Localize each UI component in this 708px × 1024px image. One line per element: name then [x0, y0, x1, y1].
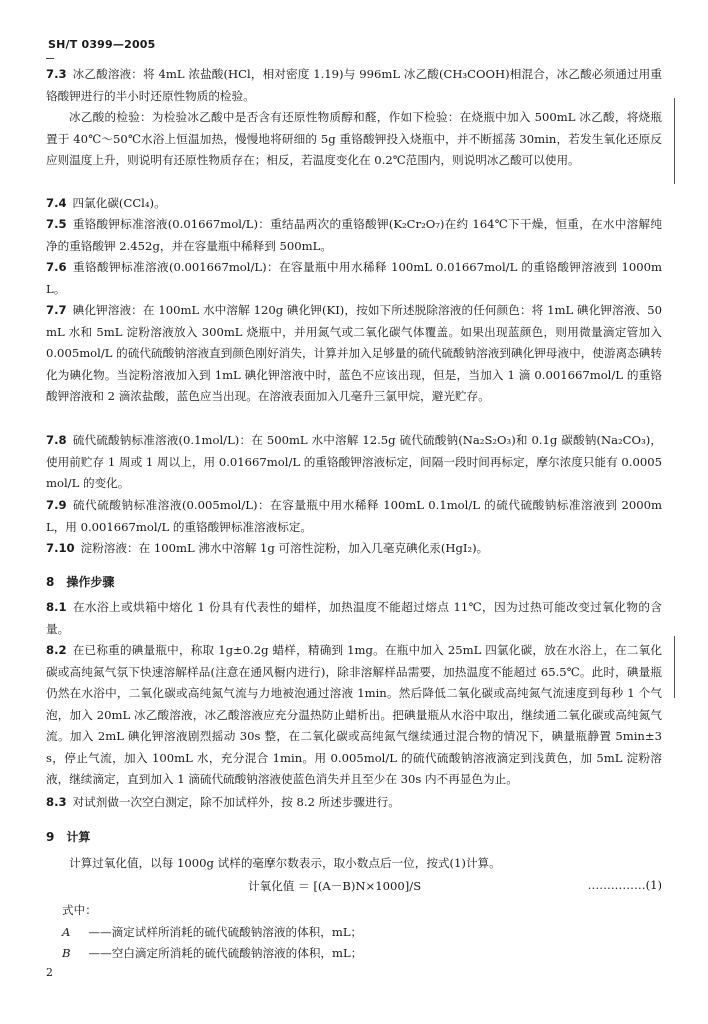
definition-b: [62, 945, 362, 961]
section-7-3-text: 冰乙酸溶液：将 4mL 浓盐酸(HCl，相对密度 1.19)与 996mL 冰乙酸(CH₃COOH)相混合，冰乙酸必须通过用重铬酸钾进行的半小时还原性物质的检验。: [46, 67, 662, 103]
heading-8: [46, 573, 114, 590]
section-8-2-number: 8.2: [46, 643, 67, 657]
where-label: 式中：: [62, 903, 97, 917]
section-7-3-check-paragraph: 冰乙酸的检验：为检验冰乙酸中是否含有还原性物质醇和醛，作如下检验：在烧瓶中加入 500mL 冰乙酸，将烧瓶置于 40℃～50℃水浴上恒温加热，慢慢地将研细的 5g 重铬酸钾投入烧瓶中，并不断摇荡 30min，若发生氧化还原反应则温度上升，则说明有还原性物质存在；相反，若温度变化在 0.2℃范围内，则说明冰乙酸可以使用。: [46, 110, 662, 167]
section-8-3-number: 8.3: [46, 795, 67, 809]
calculation-intro: 计算过氧化值，以每 1000g 试样的毫摩尔数表示，取小数点后一位，按式(1)计算。: [69, 856, 501, 870]
change-bar-top: [674, 98, 675, 184]
equation-number: ……………(1): [587, 878, 662, 892]
page-number: 2: [46, 966, 53, 979]
header-rule: [46, 58, 54, 59]
section-7-7: [46, 300, 662, 408]
heading-9-title: 计算: [66, 830, 91, 844]
definition-b-symbol: B: [62, 946, 71, 960]
section-7-7-text: 碘化钾溶液：在 100mL 水中溶解 120g 碘化钾(KI)，按如下所述脱除溶液的任何颜色：将 1mL 碘化钾溶液、50mL 水和 5mL 淀粉溶液放入 300mL 烧瓶中，并用氮气或二氧化碳气体覆盖。如果出现蓝颜色，则用微量滴定管加入 0.005mol/L 的硫代硫酸钠溶液直到颜色刚好消失，计算并加入足够量的硫代硫酸钠溶液到碘化钾母液中，使游离态碘转化为碘化物。当淀粉溶液加入到 1mL 碘化钾溶液中时，蓝色不应该出现，但是，当加入 1 滴 0.001667mol/L 的重铬酸钾溶液和 2 滴浓盐酸，蓝色应当出现。在溶液表面加入几毫升三氯甲烷，避光贮存。: [46, 303, 662, 403]
section-7-6-number: 7.6: [46, 260, 67, 274]
section-7-5: [46, 214, 662, 257]
peroxide-formula: [248, 878, 662, 894]
section-7-5-text: 重铬酸钾标准溶液(0.01667mol/L)：重结晶两次的重铬酸钾(K₂Cr₂O₇)在约 164℃下干燥，恒重，在水中溶解纯净的重铬酸钾 2.452g，并在容量瓶中稀释到 500mL。: [46, 217, 662, 253]
section-7-4-text: 四氯化碳(CCl₄)。: [72, 196, 166, 210]
section-8-1-text: 在水浴上或烘箱中熔化 1 份具有代表性的蜡样，加热温度不能超过熔点 11℃，因为过热可能改变过氧化物的含量。: [46, 600, 662, 636]
heading-9: [46, 828, 90, 845]
section-7-8-text: 硫代硫酸钠标准溶液(0.1mol/L)：在 500mL 水中溶解 12.5g 硫代硫酸钠(Na₂S₂O₃)和 0.1g 碳酸钠(Na₂CO₃)，使用前贮存 1 周或 1 周以上，用 0.01667mol/L 的重铬酸钾溶液标定，间隔一段时间再标定，摩尔浓度只能有 0.0005 mol/L 的变化。: [46, 433, 662, 490]
heading-8-number: 8: [46, 575, 55, 589]
section-7-3: [46, 64, 662, 107]
standard-number-header: SH/T 0399—2005: [48, 38, 156, 51]
section-7-4-number: 7.4: [46, 196, 67, 210]
section-8-2-text: 在已称重的碘量瓶中，称取 1g±0.2g 蜡样，精确到 1mg。在瓶中加入 25mL 四氯化碳，放在水浴上，在二氧化碳或高纯氮气氛下快速溶解样品(注意在通风橱内进行)，除非溶解样品需要，加热温度不能超过 65.5℃。此时，碘量瓶仍然在水浴中，二氧化碳或高纯氮气流与力地被泡通过溶液 1min。然后降低二氧化碳或高纯氮气流速度到每秒 1 个气泡，加入 20mL 冰乙酸溶液，冰乙酸溶液应充分温热防止蜡析出。把碘量瓶从水浴中取出，继续通二氧化碳或高纯氮气流。加入 2mL 碘化钾溶液剧烈摇动 30s 整，在二氧化碳或高纯氮气继续通过混合物的情况下，碘量瓶静置 5min±3s，停止气流，加入 100mL 水，充分混合 1min。用 0.005mol/L 的硫代硫酸钠溶液滴定到浅黄色，加 5mL 淀粉溶液，继续滴定，直到加入 1 滴硫代硫酸钠溶液使蓝色消失并且至少在 30s 内不再显色为止。: [46, 643, 662, 786]
section-7-10: [46, 538, 662, 560]
change-bar-middle: [674, 636, 675, 698]
section-7-8-number: 7.8: [46, 433, 67, 447]
definition-a-symbol: A: [62, 925, 71, 939]
definition-b-text: ——空白滴定所消耗的硫代硫酸钠溶液的体积，mL；: [88, 946, 363, 960]
formula-expression: 计氧化值 ＝ [(A－B)N×1000]/S: [248, 879, 422, 893]
section-7-6: [46, 257, 662, 300]
section-7-4: [46, 193, 662, 215]
section-7-10-number: 7.10: [46, 541, 75, 555]
section-8-3: [46, 792, 662, 814]
section-7-7-number: 7.7: [46, 303, 67, 317]
section-7-10-text: 淀粉溶液：在 100mL 沸水中溶解 1g 可溶性淀粉，加入几毫克碘化汞(HgI₂)。: [80, 541, 489, 555]
section-7-8: [46, 430, 662, 495]
section-7-9-number: 7.9: [46, 498, 67, 512]
definition-a-text: ——滴定试样所消耗的硫代硫酸钠溶液的体积，mL；: [88, 925, 363, 939]
section-7-5-number: 7.5: [46, 217, 67, 231]
section-7-6-text: 重铬酸钾标准溶液(0.001667mol/L)：在容量瓶中用水稀释 100mL 0.01667mol/L 的重铬酸钾溶液到 1000mL。: [46, 260, 662, 296]
section-8-1: [46, 597, 662, 640]
section-7-3-number: 7.3: [46, 67, 67, 81]
section-8-2: [46, 640, 662, 791]
section-8-3-text: 对试剂做一次空白测定，除不加试样外，按 8.2 所述步骤进行。: [72, 795, 400, 809]
heading-9-number: 9: [46, 830, 55, 844]
heading-8-title: 操作步骤: [66, 575, 115, 589]
definition-a: [62, 924, 362, 940]
section-7-9-text: 硫代硫酸钠标准溶液(0.005mol/L)：在容量瓶中用水稀释 100mL 0.1mol/L 的硫代硫酸钠标准溶液到 2000mL，用 0.001667mol/L 的重铬酸钾标准溶液标定。: [46, 498, 662, 534]
section-7-9: [46, 495, 662, 538]
section-8-1-number: 8.1: [46, 600, 67, 614]
